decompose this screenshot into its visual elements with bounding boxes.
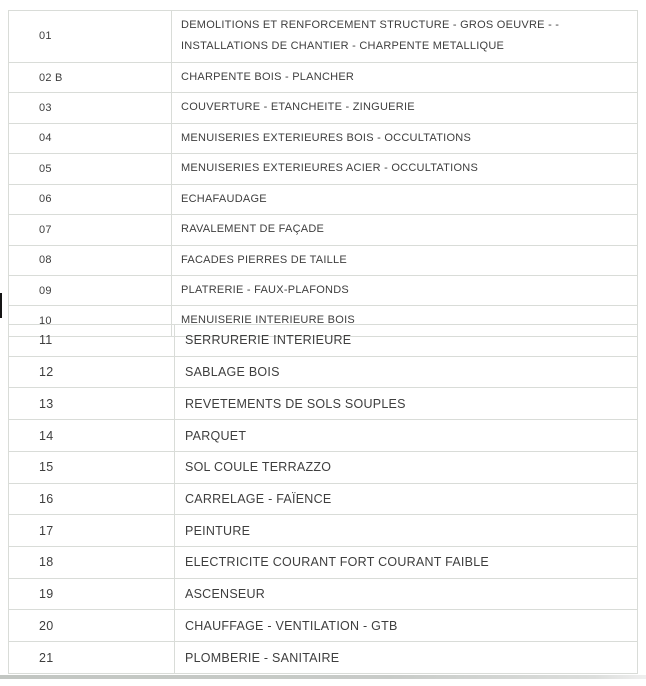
table-row xyxy=(9,215,638,245)
lot-label-cell: SERRURERIE INTERIEURE xyxy=(175,325,638,357)
lot-label-cell: PLOMBERIE - SANITAIRE xyxy=(175,642,638,674)
lot-label-cell: CHAUFFAGE - VENTILATION - GTB xyxy=(175,610,638,642)
lot-code-cell: 09 xyxy=(9,275,172,305)
lot-code-cell: 20 xyxy=(9,610,175,642)
lot-label-cell: ASCENSEUR xyxy=(175,578,638,610)
lot-code-cell: 01 xyxy=(9,11,172,63)
table-row xyxy=(9,275,638,305)
lot-code-cell: 11 xyxy=(9,325,175,357)
table-row xyxy=(9,154,638,184)
table-row xyxy=(9,62,638,92)
table-row xyxy=(9,483,638,515)
table-row xyxy=(9,578,638,610)
table-row xyxy=(9,515,638,547)
lot-code-cell: 04 xyxy=(9,123,172,153)
lot-code-cell: 19 xyxy=(9,578,175,610)
table-row xyxy=(9,547,638,579)
lot-label-cell: COUVERTURE - ETANCHEITE - ZINGUERIE xyxy=(172,93,638,123)
lot-code-cell: 05 xyxy=(9,154,172,184)
table-row xyxy=(9,388,638,420)
text-cursor-artifact xyxy=(0,293,2,318)
lot-label-cell: CHARPENTE BOIS - PLANCHER xyxy=(172,62,638,92)
lot-label-cell: ECHAFAUDAGE xyxy=(172,184,638,214)
lot-code-cell: 03 xyxy=(9,93,172,123)
lot-code-cell: 06 xyxy=(9,184,172,214)
lot-code-cell: 15 xyxy=(9,451,175,483)
lot-code-cell: 14 xyxy=(9,420,175,452)
table-row xyxy=(9,642,638,674)
lot-label-cell: ELECTRICITE COURANT FORT COURANT FAIBLE xyxy=(175,547,638,579)
lot-code-cell: 16 xyxy=(9,483,175,515)
lot-label-cell: MENUISERIE INTERIEURE BOIS xyxy=(172,306,638,336)
table-row xyxy=(9,451,638,483)
lot-label-cell: RAVALEMENT DE FAÇADE xyxy=(172,215,638,245)
lot-code-cell: 17 xyxy=(9,515,175,547)
lot-label-cell: SOL COULE TERRAZZO xyxy=(175,451,638,483)
lot-label-cell: MENUISERIES EXTERIEURES BOIS - OCCULTATIONS xyxy=(172,123,638,153)
lot-label-cell: SABLAGE BOIS xyxy=(175,356,638,388)
table-row xyxy=(9,245,638,275)
table-row xyxy=(9,93,638,123)
lots-table-upper xyxy=(8,10,638,337)
table-row xyxy=(9,325,638,357)
lot-label-cell: PLATRERIE - FAUX-PLAFONDS xyxy=(172,275,638,305)
lot-label-cell: PEINTURE xyxy=(175,515,638,547)
lot-label-cell: CARRELAGE - FAÏENCE xyxy=(175,483,638,515)
lot-code-cell: 18 xyxy=(9,547,175,579)
lot-code-cell: 07 xyxy=(9,215,172,245)
lots-table-lower xyxy=(8,324,638,674)
table-row xyxy=(9,610,638,642)
lot-label-cell: FACADES PIERRES DE TAILLE xyxy=(172,245,638,275)
lot-code-cell: 12 xyxy=(9,356,175,388)
lot-label-cell: REVETEMENTS DE SOLS SOUPLES xyxy=(175,388,638,420)
table-row xyxy=(9,184,638,214)
lot-code-cell: 08 xyxy=(9,245,172,275)
lot-code-cell: 13 xyxy=(9,388,175,420)
lot-code-cell: 10 xyxy=(9,306,172,336)
page-edge-shadow xyxy=(0,675,646,679)
lot-label-cell: PARQUET xyxy=(175,420,638,452)
lot-label-cell: DEMOLITIONS ET RENFORCEMENT STRUCTURE - GROS OEUVRE - - INSTALLATIONS DE CHANTIER - CHARPENTE METALLIQUE xyxy=(172,11,638,63)
table-row xyxy=(9,123,638,153)
lot-code-cell: 21 xyxy=(9,642,175,674)
lot-code-cell: 02 B xyxy=(9,62,172,92)
table-row xyxy=(9,11,638,63)
lot-label-cell: MENUISERIES EXTERIEURES ACIER - OCCULTATIONS xyxy=(172,154,638,184)
table-row xyxy=(9,356,638,388)
table-row xyxy=(9,420,638,452)
